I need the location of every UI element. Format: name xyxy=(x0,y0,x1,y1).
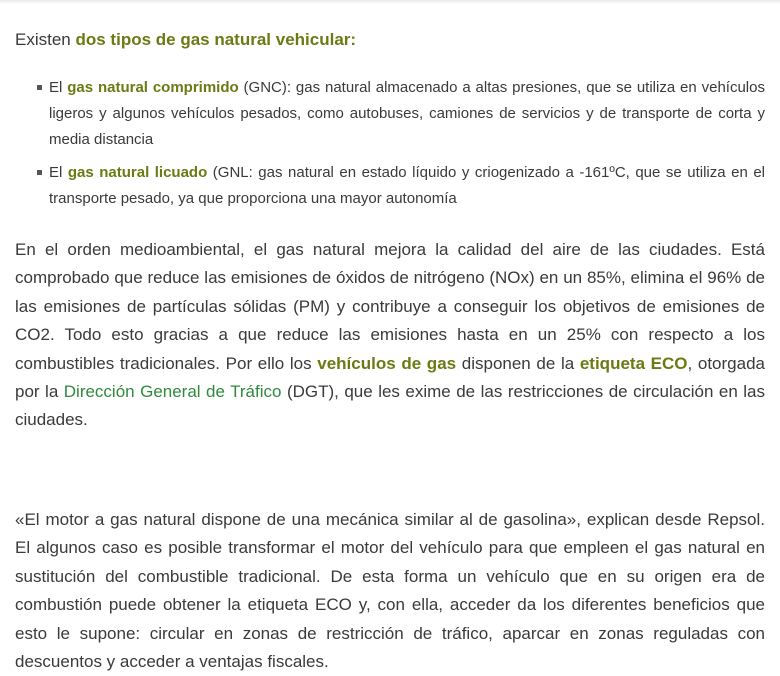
intro-sentence xyxy=(15,27,356,53)
gas-types-list xyxy=(15,75,765,153)
highlight-etiqueta-eco: etiqueta ECO xyxy=(579,353,688,373)
list-item-prefix: El xyxy=(49,164,68,181)
dgt-link[interactable]: Dirección General de Tráfico xyxy=(63,382,282,402)
intro-highlight: dos tipos de gas natural vehicular: xyxy=(75,30,357,49)
square-bullet-icon xyxy=(37,85,42,90)
intro-prefix: Existen xyxy=(15,30,76,49)
paragraph-environment xyxy=(15,236,765,435)
paragraph-motor: «El motor a gas natural dispone de una mecánica similar al de gasolina», explican desde Repsol. El algunos caso es posible transformar el motor del vehículo para que empleen el gas natural en sustitución del combustible tradicional. De esta forma un vehículo que en su origen era de combustión puede obtener la etiqueta ECO y, con ella, acceder da los diferentes beneficios que esto le supone: circular en zonas de restricción de tráfico, aparcar en zonas reguladas con descuentos y acceder a ventajas fiscales. xyxy=(15,510,765,672)
list-item-prefix: El xyxy=(49,79,68,96)
term-gnc: gas natural comprimido xyxy=(67,79,239,96)
paragraph-text: , otorgada por la xyxy=(15,353,765,402)
top-divider xyxy=(0,0,780,4)
list-item-gnc xyxy=(15,75,765,153)
paragraph-text: disponen de la xyxy=(456,353,580,373)
list-item-gnl xyxy=(15,160,765,212)
list-item-text: (GNC): gas natural almacenado a altas presiones, que se utiliza en vehículos ligeros y algunos vehículos pesados, como autobuses, camiones de servicios y de transporte de corta y media distancia xyxy=(49,79,765,148)
square-bullet-icon xyxy=(37,170,42,175)
term-gnl: gas natural licuado xyxy=(67,164,208,181)
gas-types-list-2 xyxy=(15,160,765,212)
list-item-text: (GNL: gas natural en estado líquido y criogenizado a -161ºC, que se utiliza en el transporte pesado, ya que proporciona una mayor autonomía xyxy=(49,164,765,207)
paragraph-text: (DGT), que les exime de las restricciones de circulación en las ciudades. xyxy=(15,382,766,430)
highlight-vehiculos-de-gas: vehículos de gas xyxy=(317,353,457,373)
paragraph-text: En el orden medioambiental, el gas natural mejora la calidad del aire de las ciudades. Está comprobado que reduce las emisiones de óxidos de nitrógeno (NOx) en un 85%, elimina el 96% de las emisiones de partículas sólidas (PM) y contribuye a conseguir los objetivos de emisiones de CO2. Todo esto gracias a que reduce las emisiones hasta en un 25% con respecto a los combustibles tradicionales. Por ello los xyxy=(15,240,765,373)
